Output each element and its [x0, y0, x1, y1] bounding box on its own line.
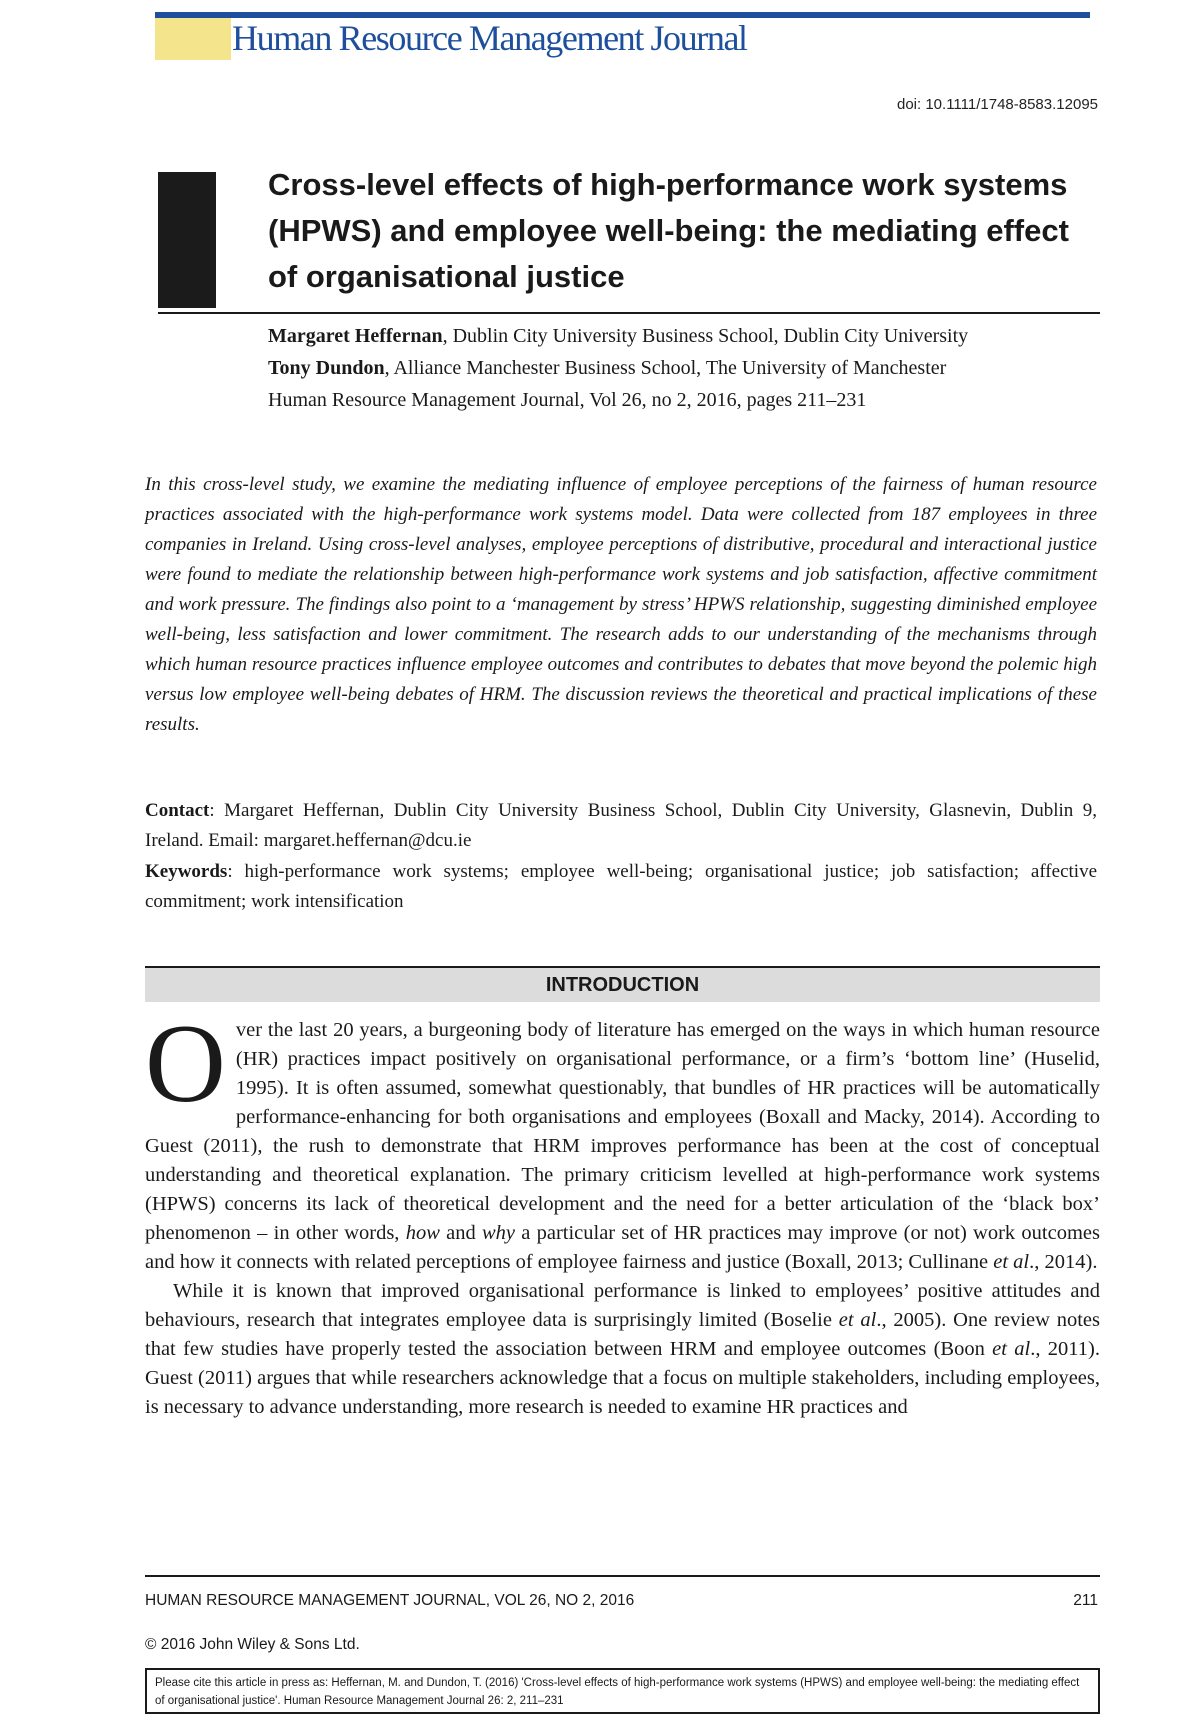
paragraph-text: ., 2011). Guest (2011) argues that while researchers acknowledge that a focus on multiple stakeholders, including employees, is necessary to advance understanding, more research is needed to examine HR practices and — [145, 1338, 1100, 1418]
citation-notice-box: Please cite this article in press as: Heffernan, M. and Dundon, T. (2016) 'Cross-level effects of high-performance work systems (HPWS) and employee well-being: the mediating effect of organisational justice'. Human Resource Management Journal 26: 2, 211–231 — [145, 1668, 1100, 1714]
author-affiliation: , Alliance Manchester Business School, The University of Manchester — [384, 357, 947, 379]
section-heading-bar — [145, 966, 1100, 1002]
copyright: © 2016 John Wiley & Sons Ltd. — [145, 1636, 360, 1653]
emphasis: et al — [992, 1338, 1031, 1360]
paragraph-text: a particular set of HR practices may improve (or not) work outcomes and how it connects with related perceptions of employee fairness and justice (Boxall, 2013; Cullinane — [145, 1222, 1100, 1273]
keywords-text: : high-performance work systems; employee well-being; organisational justice; job satisfaction; affective commitment; work intensification — [145, 861, 1097, 912]
contact-text: : Margaret Heffernan, Dublin City University Business School, Dublin City University, Glasnevin, Dublin 9, Ireland. Email: margaret.heffernan@dcu.ie — [145, 800, 1097, 851]
title-divider — [158, 312, 1100, 314]
author-name: Tony Dundon — [268, 357, 385, 379]
page-number: 211 — [1073, 1592, 1098, 1609]
section-heading: INTRODUCTION — [545, 974, 700, 996]
footer-journal-line: HUMAN RESOURCE MANAGEMENT JOURNAL, VOL 26, NO 2, 2016 — [145, 1592, 635, 1609]
keywords-label: Keywords — [145, 861, 228, 882]
paragraph-text: ., 2014). — [1029, 1251, 1098, 1273]
journal-name: Human Resource Management Journal — [232, 18, 747, 58]
paragraph — [145, 1277, 1100, 1422]
emphasis: how — [405, 1222, 440, 1244]
footer-divider — [145, 1575, 1100, 1577]
keywords — [145, 857, 1097, 917]
citation-line: Human Resource Management Journal, Vol 26, no 2, 2016, pages 211–231 — [268, 389, 867, 411]
paragraph-text: ., 2005). One review notes that few studies have properly tested the association between HRM and employee outcomes (Boon — [145, 1309, 1101, 1360]
paragraph-text: and — [439, 1222, 482, 1244]
body-text — [145, 1002, 1101, 1422]
article-title: Cross-level effects of high-performance work systems (HPWS) and employee well-being: the mediating effect of organisational justice — [268, 167, 1069, 294]
doi[interactable]: doi: 10.1111/1748-8583.12095 — [896, 96, 1098, 113]
paragraph — [145, 1002, 1100, 1277]
author-affiliation: , Dublin City University Business School, Dublin City University — [442, 325, 969, 347]
contact — [145, 796, 1097, 856]
emphasis: et al — [993, 1251, 1030, 1273]
title-marker-block — [158, 172, 216, 308]
abstract: In this cross-level study, we examine the mediating influence of employee perceptions of the fairness of human resource practices associated with the high-performance work systems model. Data were collected from 187 employees in three companies in Ireland. Using cross-level analyses, employee perceptions of distributive, procedural and interactional justice were found to mediate the relationship between high-performance work systems and job satisfaction, affective commitment and work pressure. The findings also point to a ‘management by stress’ HPWS relationship, suggesting diminished employee well-being, less satisfaction and lower commitment. The research adds to our understanding of the mechanisms through which human resource practices influence employee outcomes and contributes to debates that move beyond the polemic high versus low employee well-being debates of HRM. The discussion reviews the theoretical and practical implications of these results. — [145, 474, 1097, 735]
paragraph-text: While it is known that improved organisational performance is linked to employees’ positive attitudes and behaviours, research that integrates employee data is surprisingly limited (Boselie — [145, 1280, 1100, 1331]
paragraph-text: ver the last 20 years, a burgeoning body of literature has emerged on the ways in which human resource (HR) practices impact positively on organisational performance, or a firm’s ‘bottom line’ (Huselid, 1995). It is often assumed, somewhat questionably, that bundles of HR practices will be automatically performance-enhancing for both organisations and employees (Boxall and Macky, 2014). According to Guest (2011), the rush to demonstrate that HRM improves performance has been at the cost of conceptual understanding and theoretical explanation. The primary criticism levelled at high-performance work systems (HPWS) concerns its lack of theoretical development and the need for a better articulation of the ‘black box’ phenomenon – in other words, — [145, 1019, 1100, 1244]
author-block — [268, 320, 1108, 416]
author-line — [268, 352, 1108, 384]
author-name: Margaret Heffernan — [268, 325, 443, 347]
drop-cap: O — [145, 1002, 226, 1126]
journal-banner-yellow-block — [155, 18, 231, 60]
contact-label: Contact — [145, 800, 210, 821]
author-line — [268, 320, 1108, 352]
emphasis: why — [481, 1222, 515, 1244]
emphasis: et al — [838, 1309, 877, 1331]
